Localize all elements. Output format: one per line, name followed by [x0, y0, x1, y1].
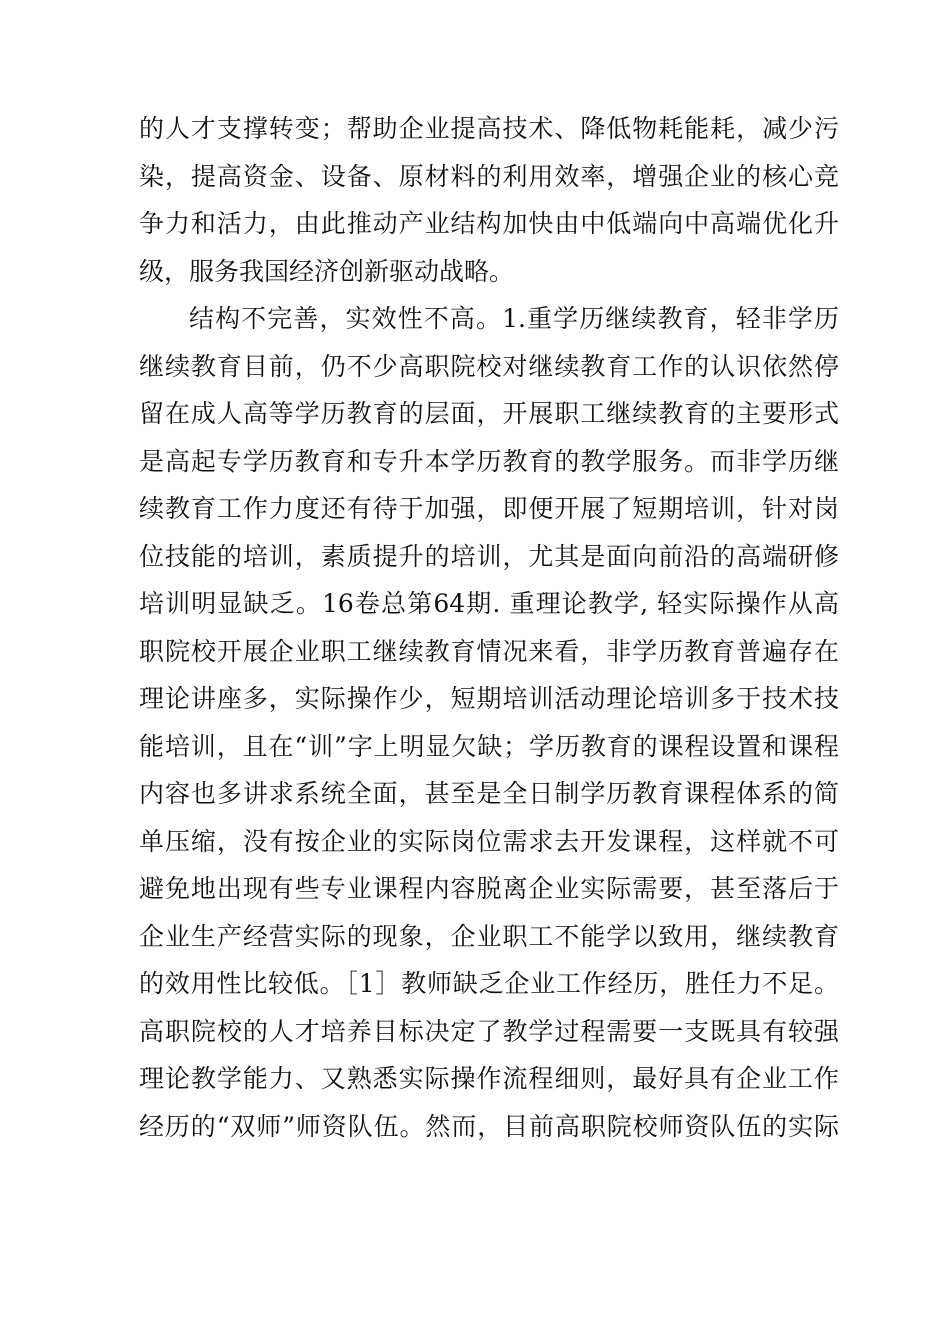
text-line: 内容也多讲求系统全面，甚至是全日制学历教育课程体系的简	[139, 779, 839, 808]
text-line: 继续教育目前，仍不少高职院校对继续教育工作的认识依然停	[139, 351, 839, 381]
text-line: 留在成人高等学历教育的层面，开展职工继续教育的主要形式	[139, 399, 839, 428]
text-line: 续教育工作力度还有待于加强，即便开展了短期培训，针对岗	[139, 494, 839, 523]
text-line: 位技能的培训，素质提升的培训，尤其是面向前沿的高端研修	[139, 541, 839, 571]
text-line: 理论教学能力、又熟悉实际操作流程细则，最好具有企业工作	[139, 1064, 839, 1093]
text-line: 经历的“双师”师资队伍。然而，目前高职院校师资队伍的实际	[139, 1111, 839, 1141]
text-line: 争力和活力，由此推动产业结构加快由中低端向中高端优化升	[139, 209, 839, 238]
text-line: 避免地出现有些专业课程内容脱离企业实际需要，甚至落后于	[139, 874, 839, 903]
text-line: 高职院校的人才培养目标决定了教学过程需要一支既具有较强	[139, 1016, 839, 1046]
text-line: 的人才支撑转变；帮助企业提高技术、降低物耗能耗，减少污	[139, 114, 839, 143]
text-line: 职院校开展企业职工继续教育情况来看，非学历教育普遍存在	[139, 636, 839, 666]
paragraph-2	[139, 302, 839, 1143]
text-line: 单压缩，没有按企业的实际岗位需求去开发课程，这样就不可	[139, 826, 839, 856]
text-line: 理论讲座多，实际操作少，短期培训活动理论培训多于技术技	[139, 684, 839, 713]
body-text	[139, 112, 839, 1157]
paragraph-1	[139, 112, 839, 288]
text-line: 的效用性比较低。［1］教师缺乏企业工作经历，胜任力不足。	[139, 969, 839, 998]
text-line: 染，提高资金、设备、原材料的利用效率，增强企业的核心竞	[139, 161, 839, 191]
text-line: 培训明显缺乏。16卷总第64期. 重理论教学, 轻实际操作从高	[139, 589, 839, 618]
text-line: 企业生产经营实际的现象，企业职工不能学以致用，继续教育	[139, 921, 839, 951]
text-line: 级，服务我国经济创新驱动战略。	[139, 256, 515, 286]
text-line: 结构不完善，实效性不高。1.重学历继续教育，轻非学历	[189, 304, 839, 333]
text-line: 能培训，且在“训”字上明显欠缺；学历教育的课程设置和课程	[139, 731, 839, 761]
text-line: 是高起专学历教育和专升本学历教育的教学服务。而非学历继	[139, 446, 839, 476]
